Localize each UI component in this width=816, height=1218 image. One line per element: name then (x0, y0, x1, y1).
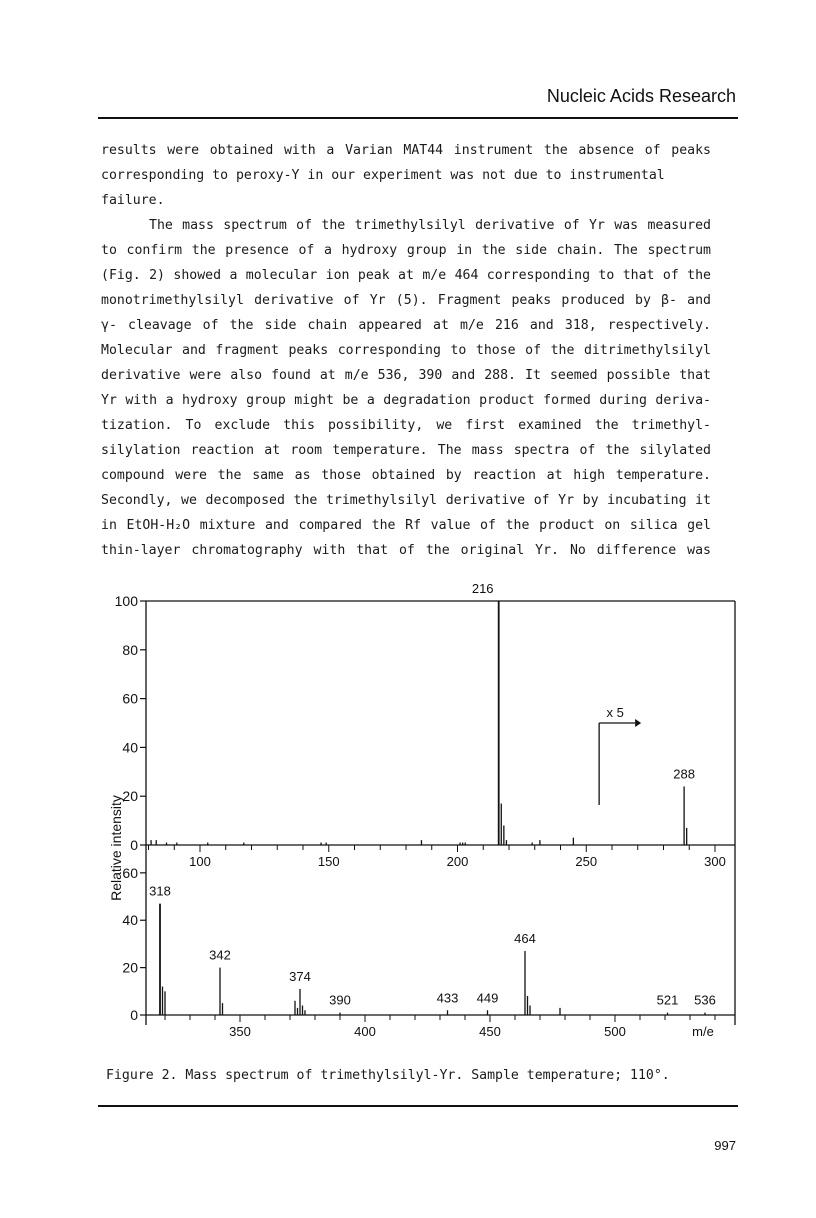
x-tick-label: 250 (575, 854, 598, 869)
text-line: to confirm the presence of a hydroxy group in the side chain. The spectrum (101, 243, 711, 258)
peak-label-449: 449 (476, 990, 499, 1006)
peak-label-288: 288 (673, 766, 695, 782)
peak-label-216: 216 (471, 581, 494, 596)
text-line: Molecular and fragment peaks corresponding to those of the ditrimethylsilyl (101, 343, 711, 358)
footer-rule (98, 1105, 738, 1107)
peak-label-374: 374 (289, 968, 311, 984)
page-number: 997 (714, 1138, 736, 1153)
peak-label-318: 318 (149, 883, 171, 899)
paragraph-2 (101, 213, 711, 563)
text-line: Yr with a hydroxy group might be a degradation product formed during deriva- (101, 393, 711, 408)
x-tick-label: 200 (446, 854, 469, 869)
y-tick-label: 60 (122, 864, 138, 881)
y-tick-label: 20 (122, 788, 138, 805)
peak-label-536: 536 (694, 992, 716, 1008)
peak-label-342: 342 (209, 947, 231, 963)
arrow-head-icon (635, 719, 641, 727)
text-line: γ- cleavage of the side chain appeared at m/e 216 and 318, respectively. (101, 318, 711, 333)
text-line: in EtOH-H₂O mixture and compared the Rf value of the product on silica gel (101, 518, 711, 533)
text-line: Secondly, we decomposed the trimethylsilyl derivative of Yr by incubating it (101, 493, 711, 508)
paragraph-1 (101, 138, 711, 213)
peak-label-433: 433 (436, 990, 459, 1006)
peak-label-464: 464 (514, 931, 536, 947)
journal-title: Nucleic Acids Research (546, 86, 736, 106)
x-tick-label: 400 (354, 1024, 376, 1039)
text-line: silylation reaction at room temperature. The mass spectra of the silylated (101, 443, 711, 458)
text-line: The mass spectrum of the trimethylsilyl derivative of Yr was measured (149, 218, 711, 233)
text-line: (Fig. 2) showed a molecular ion peak at m/e 464 corresponding to that of the (101, 268, 711, 283)
x-tick-label: 350 (229, 1024, 251, 1039)
text-line: failure. (101, 193, 165, 208)
mass-spectrum-chart (0, 581, 816, 1040)
mass-spectrum-figure (0, 581, 816, 1040)
y-tick-label: 40 (122, 912, 138, 929)
text-line: derivative were also found at m/e 536, 390 and 288. It seemed possible that (101, 368, 711, 383)
body-text (101, 138, 711, 563)
header-rule (98, 117, 738, 119)
x-tick-label: 450 (479, 1024, 501, 1039)
figure-caption: Figure 2. Mass spectrum of trimethylsilyl-Yr. Sample temperature; 110°. (106, 1068, 670, 1083)
y-tick-label: 100 (114, 593, 138, 609)
x-tick-label: 300 (704, 854, 726, 869)
y-tick-label: 60 (122, 690, 138, 707)
peak-label-390: 390 (329, 992, 351, 1008)
x-tick-label: 100 (189, 854, 211, 869)
y-axis-label: Relative intensity (108, 795, 124, 901)
y-tick-label: 20 (122, 959, 138, 976)
x-tick-label: 150 (317, 854, 340, 869)
text-line: tization. To exclude this possibility, we first examined the trimethyl- (101, 418, 711, 433)
y-tick-label: 0 (130, 837, 138, 853)
text-line: monotrimethylsilyl derivative of Yr (5). Fragment peaks produced by β- and (101, 293, 711, 308)
y-tick-label: 40 (122, 739, 138, 756)
x-axis-unit-label: m/e (692, 1024, 714, 1039)
x-tick-label: 500 (604, 1024, 626, 1039)
scale-factor-label: x 5 (606, 705, 624, 720)
text-line: compound were the same as those obtained by reaction at high temperature. (101, 468, 711, 483)
y-tick-label: 0 (130, 1007, 138, 1023)
text-line: corresponding to peroxy-Y in our experiment was not due to instrumental (101, 168, 665, 183)
text-line: thin-layer chromatography with that of the original Yr. No difference was (101, 543, 711, 558)
y-tick-label: 80 (122, 641, 138, 658)
text-line: results were obtained with a Varian MAT44 instrument the absence of peaks (101, 143, 711, 158)
peak-label-521: 521 (656, 992, 679, 1008)
